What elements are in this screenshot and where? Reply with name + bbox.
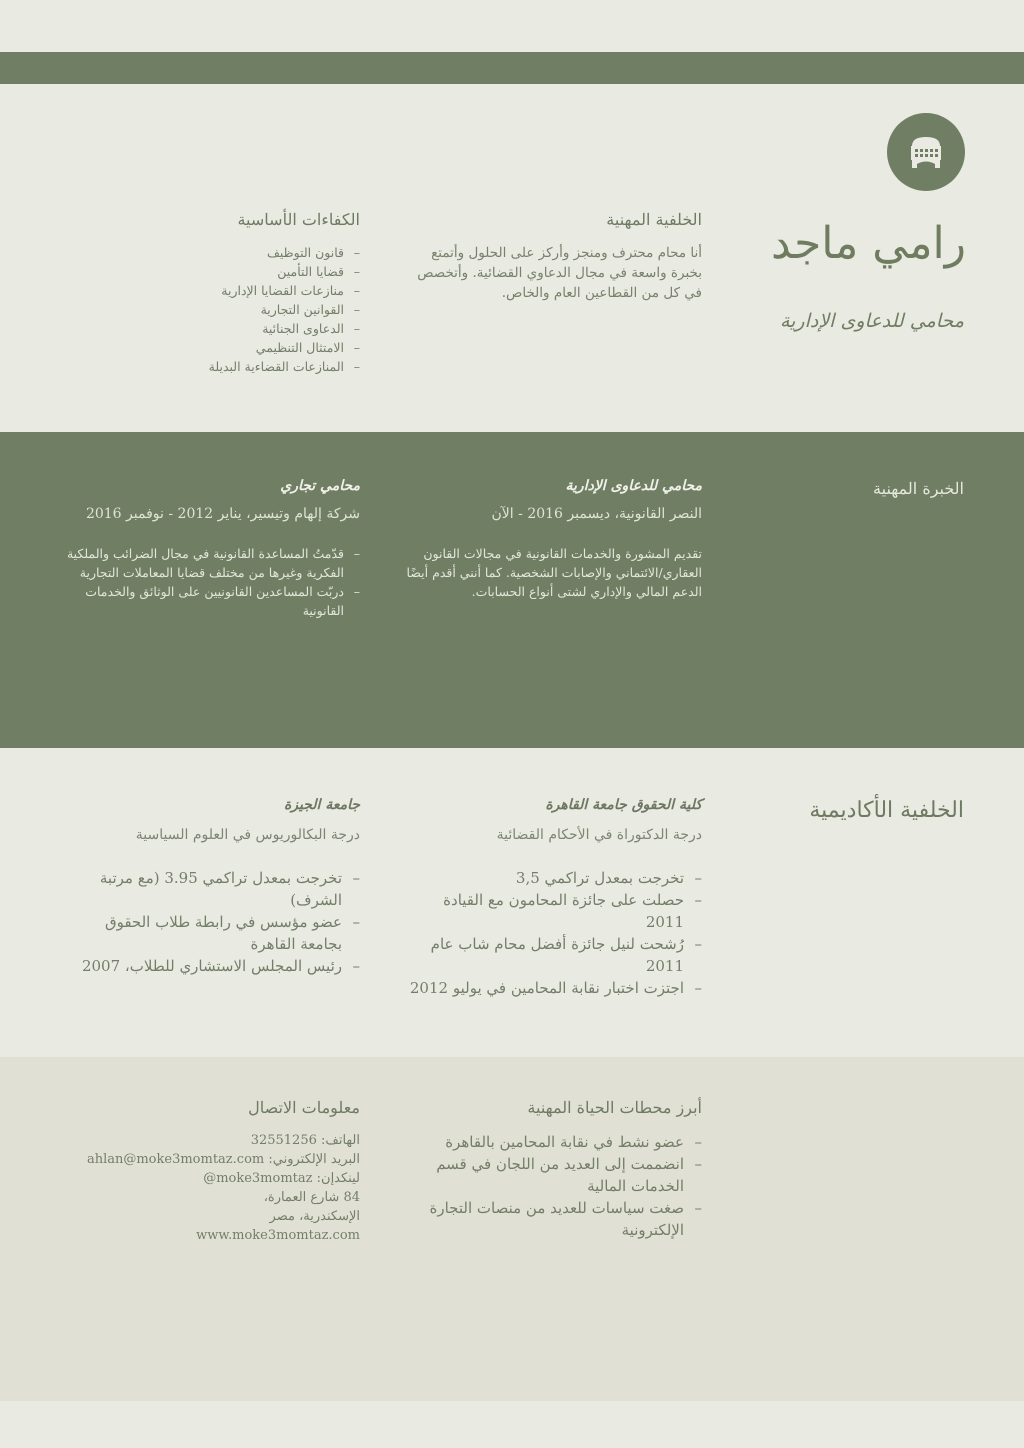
school-1: [402, 797, 702, 999]
list-item: – قانون التوظيف: [160, 243, 360, 262]
top-accent-bar: [0, 52, 1024, 84]
profile-heading: الخلفية المهنية: [606, 210, 702, 229]
person-name: رامي ماجد: [771, 218, 966, 269]
profile-section: [402, 210, 702, 303]
list-item: – الامتثال التنظيمي: [160, 338, 360, 357]
list-item: – حصلت على جائزة المحامون مع القيادة 2011: [402, 889, 702, 933]
building-icon: [906, 132, 946, 172]
address-line-2: الإسكندرية، مصر: [269, 1209, 360, 1224]
job-2: [60, 478, 360, 620]
experience-heading: الخبرة المهنية: [873, 479, 964, 498]
job-title: محامي للدعاوى الإدارية: [565, 478, 702, 494]
person-title: محامي للدعاوى الإدارية: [779, 310, 964, 332]
job-1: [402, 478, 702, 601]
list-item: – المنازعات القضاءية البديلة: [160, 357, 360, 376]
phone-value: 32551256: [250, 1133, 317, 1148]
school-degree: درجة البكالوريوس في العلوم السياسية: [135, 827, 360, 843]
list-item: – انضممت إلى العديد من اللجان في قسم الخدمات المالية: [402, 1153, 702, 1197]
list-item: – القوانين التجارية: [160, 300, 360, 319]
skills-list: [160, 243, 360, 376]
school-name: جامعة الجيزة: [283, 797, 360, 813]
highlights-section: [402, 1098, 702, 1241]
list-item: – رُشحت لنيل جائزة أفضل محام شاب عام 2011: [402, 933, 702, 977]
contact-heading: معلومات الاتصال: [248, 1098, 360, 1117]
list-item: – قضايا التأمين: [160, 262, 360, 281]
list-item: – تخرجت بمعدل تراكمي 3.95 (مع مرتبة الشرف): [70, 867, 360, 911]
education-heading: الخلفية الأكاديمية: [809, 798, 964, 823]
website-link[interactable]: www.moke3momtaz.com: [196, 1228, 360, 1243]
list-item: – تخرجت بمعدل تراكمي 3,5: [402, 867, 702, 889]
email-value[interactable]: ahlan@moke3momtaz.com: [86, 1152, 265, 1167]
email-label: البريد الإلكتروني:: [268, 1152, 360, 1167]
contact-section: [60, 1098, 360, 1245]
linkedin-line: [60, 1169, 360, 1188]
job-meta: شركة إلهام وتيسير، يناير 2012 - نوفمبر 2016: [85, 506, 360, 522]
list-item: – منازعات القضايا الإدارية: [160, 281, 360, 300]
skills-heading: الكفاءات الأساسية: [237, 210, 360, 229]
email-line: [60, 1150, 360, 1169]
list-item: – صغت سياسات للعديد من منصات التجارة الإلكترونية: [402, 1197, 702, 1241]
job-title: محامي تجاري: [280, 478, 360, 494]
list-item: – رئيس المجلس الاستشاري للطلاب، 2007: [70, 955, 360, 977]
phone-label: الهاتف:: [321, 1133, 360, 1148]
list-item: – الدعاوى الجنائية: [160, 319, 360, 338]
list-item: – عضو مؤسس في رابطة طلاب الحقوق بجامعة القاهرة: [70, 911, 360, 955]
logo-badge: [887, 113, 965, 191]
job-meta: النصر القانونية، ديسمبر 2016 - الآن: [491, 506, 702, 522]
linkedin-value[interactable]: @moke3momtaz: [203, 1171, 313, 1186]
list-item: – قدّمتُ المساعدة القانونية في مجال الضرائب والملكية الفكرية وغيرها من مختلف قضايا المعاملات التجارية: [60, 544, 360, 582]
address-line-1: 84 شارع العمارة،: [263, 1190, 360, 1205]
school-degree: درجة الدكتوراة في الأحكام القضائية: [496, 827, 702, 843]
profile-text: أنا محام محترف ومنجز وأركز على الحلول وأتمتع بخبرة واسعة في مجال الدعاوي القضائية. وأتخصص في كل من القطاعين العام والخاص.: [417, 245, 702, 301]
list-item: – دربّت المساعدين القانونيين على الوثائق والخدمات القانونية: [60, 582, 360, 620]
bottom-band: [0, 1057, 1024, 1401]
highlights-heading: أبرز محطات الحياة المهنية: [527, 1098, 702, 1117]
school-2: [70, 797, 360, 977]
school-name: كلية الحقوق جامعة القاهرة: [545, 797, 702, 813]
linkedin-label: لينكدإن:: [316, 1171, 360, 1186]
skills-section: [160, 210, 360, 376]
job-description: تقديم المشورة والخدمات القانونية في مجالات القانون العقاري/الائتماني والإصابات الشخصية. كما أنني أقدم أيضًا الدعم المالي والإداري لشتى أنواع الحسابات.: [406, 546, 702, 599]
list-item: – عضو نشط في نقابة المحامين بالقاهرة: [402, 1131, 702, 1153]
experience-band: [0, 432, 1024, 748]
list-item: – اجتزت اختبار نقابة المحامين في يوليو 2012: [402, 977, 702, 999]
phone-line: [60, 1131, 360, 1150]
